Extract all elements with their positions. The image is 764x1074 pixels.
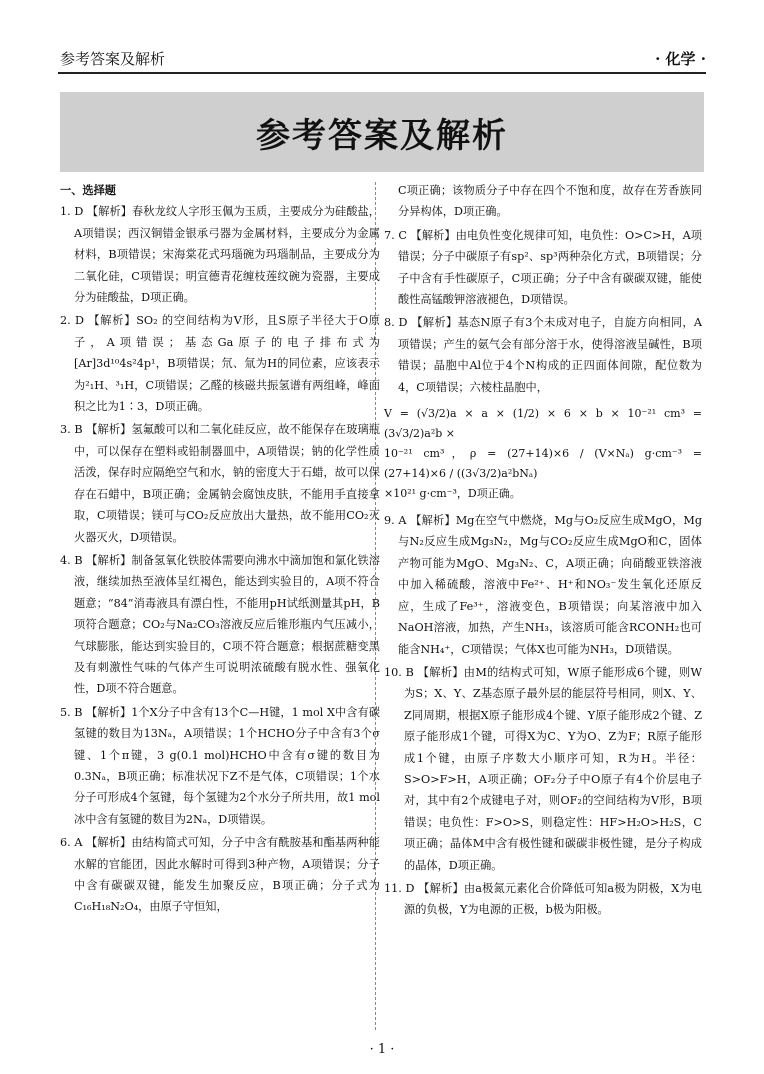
left-column — [60, 180, 380, 920]
section-title: 一、选择题 — [60, 184, 116, 197]
answer-continuation: C项正确；该物质分子中存在四个不饱和度，故存在芳香族同分异构体，D项正确。 — [398, 184, 702, 219]
answer-item: 9. A 【解析】Mg在空气中燃烧，Mg与O₂反应生成MgO，Mg与N₂反应生成Mg₃N₂，Mg与CO₂反应生成MgO和C，固体产物可能为MgO、Mg₃N₂、C，A项正确；向硝酸亚铁溶液中加入稀硫酸，溶液中Fe²⁺、H⁺和NO₃⁻发生氧化还原反应，生成了Fe³⁺，溶液变色，B项错误；向某溶液中加入NaOH溶液，加热，产生NH₃，该溶质可能含RCONH₂也可能含NH₄⁺，C项错误；气体X也可能为NH₃，D项错误。 — [384, 514, 702, 656]
page-number: · 1 · — [369, 1042, 395, 1057]
answer-item: 4. B 【解析】制备氢氧化铁胶体需要向沸水中滴加饱和氯化铁溶液，继续加热至液体呈红褐色，能达到实验目的，A项不符合题意；“84”消毒液具有漂白性，不能用pH试纸测量其pH，B项符合题意；CO₂与Na₂CO₃溶液反应后锥形瓶内气压减小，气球膨胀，能达到实验目的，C项不符合题意；根据蔗糖变黑及有刺激性气味的气体产生可说明浓硫酸有脱水性、强氧化性，D项不符合题意。 — [60, 553, 380, 696]
answer-item: 1. D 【解析】春秋龙纹人字形玉佩为玉质，主要成分为硅酸盐，A项错误；西汉铜错金银承弓器为金属材料，主要成分为金属材料，B项错误；宋海棠花式玛瑙碗为玛瑙制品，主要成分为二氧化硅，C项错误；明宣德青花缠枝莲纹碗为瓷器，主要成分为硅酸盐，D项正确。 — [60, 205, 380, 305]
title-banner — [60, 92, 704, 172]
answer-item: 6. A 【解析】由结构简式可知，分子中含有酰胺基和酯基两种能水解的官能团，因此水解时可得到3种产物，A项错误；分子中含有碳碳双键，能发生加聚反应，B项正确；分子式为C₁₆H₁₈N₂O₄，由原子守恒知， — [60, 836, 380, 914]
answer-item: 7. C 【解析】由电负性变化规律可知，电负性：O>C>H，A项错误；分子中碳原子有sp²、sp³两种杂化方式，B项错误；分子中含有手性碳原子，C项正确；分子中含有碳碳双键，能使酸性高锰酸钾溶液褪色，D项错误。 — [384, 228, 702, 307]
header-left-title: 参考答案及解析 — [60, 50, 166, 68]
header-subject: · 化学 · — [655, 50, 706, 68]
density-formula — [384, 404, 702, 504]
answer-item: 5. B 【解析】1个X分子中含有13个C—H键，1 mol X中含有碳氢键的数目为13Nₐ，A项错误；1个HCHO分子中含有3个σ键、1个π键，3 g(0.1 mol)HCHO中含有σ键的数目为0.3Nₐ，B项正确；标准状况下Z不是气体，C项错误；1个水分子可形成4个氢键，每个氢键为2个水分子所共用，故1 mol冰中含有氢键的数目为2Nₐ，D项错误。 — [60, 705, 380, 826]
answer-item: 8. D 【解析】基态N原子有3个未成对电子，自旋方向相同，A项错误；产生的氨气会有部分溶于水，使得溶液呈碱性，B项错误；晶胞中Al位于4个N构成的正四面体间隙，配位数为4，C项错误；六棱柱晶胞中， — [384, 316, 702, 394]
header-rule — [58, 72, 706, 74]
answer-item: 3. B 【解析】氢氟酸可以和二氧化硅反应，故不能保存在玻璃瓶中，可以保存在塑料或铅制器皿中，A项错误；钠的化学性质活泼，保存时应隔绝空气和水，钠的密度大于石蜡，故可以保存在石蜡中，B项正确；金属钠会腐蚀皮肤，不能用手直接拿取，C项错误；镁可与CO₂反应放出大量热，故不能用CO₂灭火器灭火，D项错误。 — [60, 423, 380, 544]
formula-line: ×10²¹ g·cm⁻³，D项正确。 — [384, 487, 521, 501]
answer-item: 10. B 【解析】由M的结构式可知，W原子能形成6个键，则W为S；X、Y、Z基态原子最外层的能层符号相同，则X、Y、Z同周期，根据X原子能形成4个键、Y原子能形成2个键、Z原子能形成1个键，可得X为C、Y为O、Z为F；R原子能形成1个键，由原子序数大小顺序可知，R为H。半径：S>O>F>H，A项正确；OF₂分子中O原子有4个价层电子对，其中有2个成键电子对，则OF₂的空间结构为V形，B项错误；电负性：F>O>S，则稳定性：HF>H₂O>H₂S，C项正确；晶体M中含有极性键和碳碳非极性键，是分子构成的晶体，D项正确。 — [384, 665, 702, 872]
formula-line: V = (√3/2)a × a × (1/2) × 6 × b × 10⁻²¹ cm³ = (3√3/2)a²b × — [384, 407, 702, 441]
answer-item: 2. D 【解析】SO₂ 的空间结构为V形，且S原子半径大于O原子，A项错误；基态Ga原子的电子排布式为[Ar]3d¹⁰4s²4p¹，B项错误；氘、氚为H的同位素，应该表示为²₁H、³₁H，C项错误；乙醛的核磁共振氢谱有两组峰，峰面积之比为1∶3，D项正确。 — [60, 314, 380, 414]
answer-item: 11. D 【解析】由a极氮元素化合价降低可知a极为阴极，X为电源的负极，Y为电源的正极，b极为阳极。 — [384, 881, 702, 917]
formula-line: 10⁻²¹ cm³，ρ = (27+14)×6 / (V×Nₐ) g·cm⁻³ = (27+14)×6 / ((3√3/2)a²bNₐ) — [384, 447, 702, 481]
banner-title: 参考答案及解析 — [256, 115, 508, 156]
right-column — [384, 180, 702, 923]
